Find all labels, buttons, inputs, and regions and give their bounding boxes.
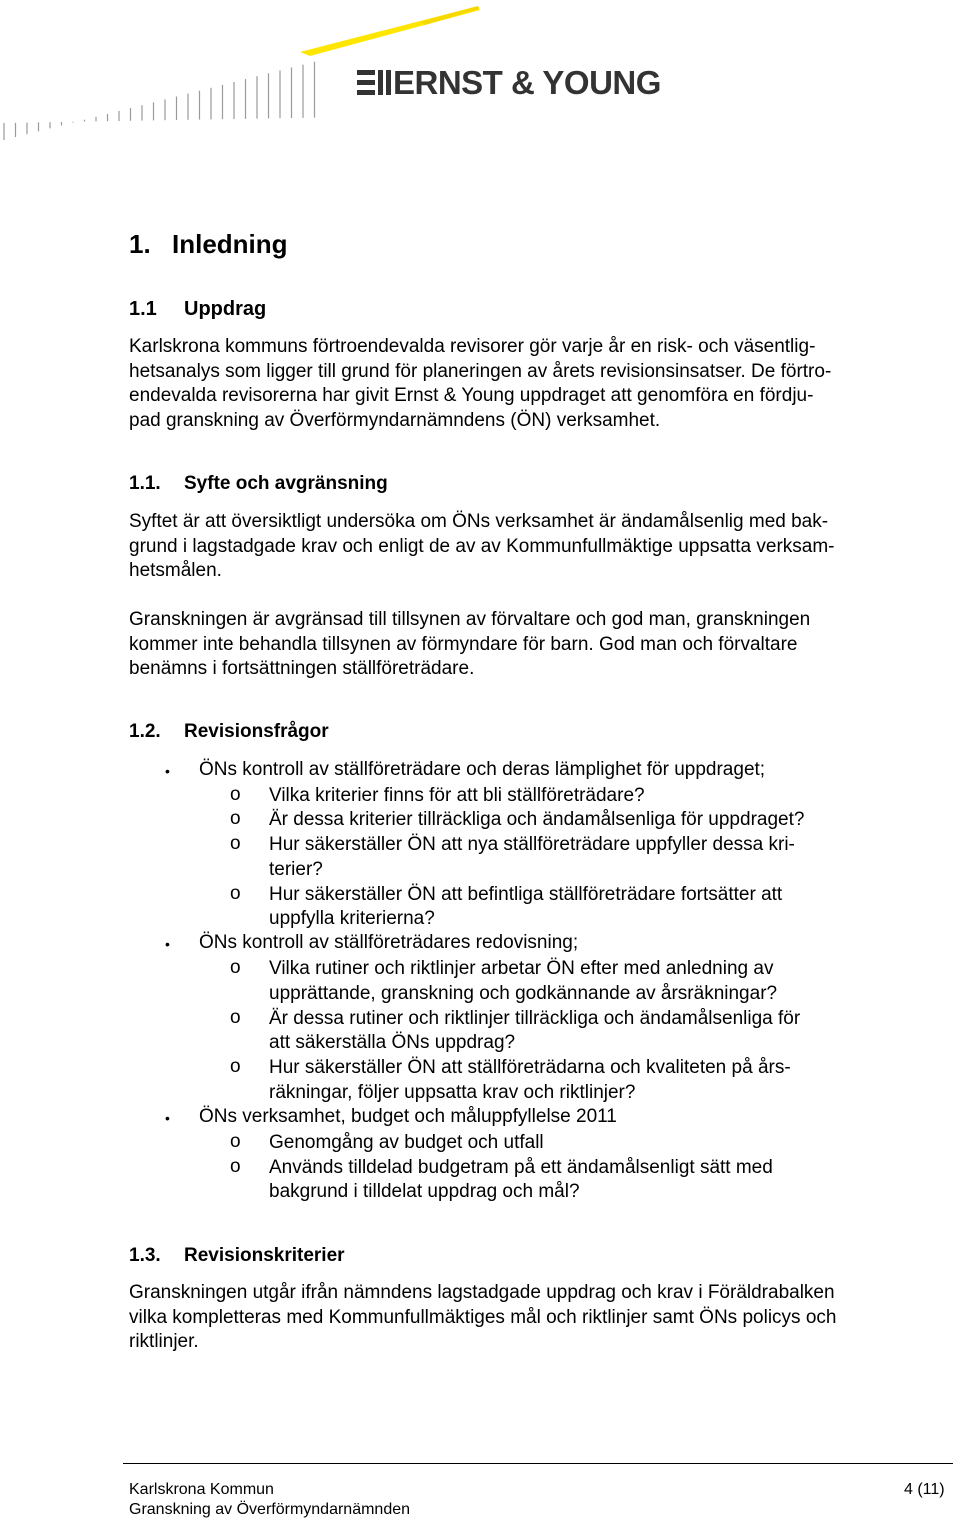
footer-divider xyxy=(123,1463,953,1464)
bullet-icon: • xyxy=(165,936,170,952)
paragraph-syfte xyxy=(129,510,929,584)
sub-list-item-cont: räkningar, följer uppsatta krav och riktlinjer? xyxy=(269,1082,636,1103)
sub-bullet-icon: o xyxy=(230,1007,241,1028)
sub-list-item-cont: upprättande, granskning och godkännande av årsräkningar? xyxy=(269,983,778,1004)
logo-wordmark: ERNST & YOUNG xyxy=(393,64,661,101)
text-line: grund i lagstadgade krav och enligt de av av Kommunfullmäktige uppsatta verksam- xyxy=(129,535,835,557)
sub-list-item: Hur säkerställer ÖN att ställföreträdarna och kvaliteten på års- xyxy=(269,1057,791,1078)
section-title: Uppdrag xyxy=(184,298,267,320)
sub-list-item-cont: terier? xyxy=(269,859,323,880)
section-title: Revisionsfrågor xyxy=(184,721,329,742)
text-line: Syftet är att översiktligt undersöka om ÖNs verksamhet är ändamålsenlig med bak- xyxy=(129,511,829,532)
list-item: ÖNs kontroll av ställföreträdare och deras lämplighet för uppdraget; xyxy=(199,759,766,780)
paragraph-avgransning xyxy=(129,608,929,682)
sub-list-item-cont: att säkerställa ÖNs uppdrag? xyxy=(269,1032,516,1053)
sub-list-item: Hur säkerställer ÖN att nya ställföreträdare uppfyller dessa kri- xyxy=(269,834,795,855)
text-line: hetsanalys som ligger till grund för planeringen av årets revisionsinsatser. De förtro- xyxy=(129,360,832,382)
sub-bullet-icon: o xyxy=(230,833,241,854)
paragraph-uppdrag xyxy=(129,335,929,433)
text-line: benämns i fortsättningen ställföreträdare. xyxy=(129,658,475,680)
footer-org: Karlskrona Kommun xyxy=(129,1481,274,1498)
text-line: vilka kompletteras med Kommunfullmäktiges mål och riktlinjer samt ÖNs policys och xyxy=(129,1306,837,1328)
text-line: pad granskning av Överförmyndarnämndens (ÖN) verksamhet. xyxy=(129,409,661,431)
section-title: Revisionskriterier xyxy=(184,1245,345,1266)
sub-bullet-icon: o xyxy=(230,1156,241,1177)
sub-bullet-icon: o xyxy=(230,1056,241,1077)
sub-bullet-icon: o xyxy=(230,1131,241,1152)
text-line: Karlskrona kommuns förtroendevalda revisorer gör varje år en risk- och väsentlig- xyxy=(129,336,816,357)
text-line: Granskningen är avgränsad till tillsynen av förvaltare och god man, granskningen xyxy=(129,609,811,630)
sub-list-item-cont: uppfylla kriterierna? xyxy=(269,908,435,929)
sub-list-item: Används tilldelad budgetram på ett ändamålsenligt sätt med xyxy=(269,1157,773,1178)
sub-bullet-icon: o xyxy=(230,784,241,805)
sub-list-item: Är dessa kriterier tillräckliga och ändamålsenliga för uppdraget? xyxy=(269,809,805,830)
sub-list-item: Vilka kriterier finns för att bli ställföreträdare? xyxy=(269,785,645,806)
page-title: Inledning xyxy=(172,229,288,259)
list-item: ÖNs kontroll av ställföreträdares redovisning; xyxy=(199,932,579,953)
bullet-icon: • xyxy=(165,1110,170,1126)
text-line: Granskningen utgår ifrån nämndens lagstadgade uppdrag och krav i Föräldrabalken xyxy=(129,1282,835,1303)
text-line: hetsmålen. xyxy=(129,560,222,582)
sub-bullet-icon: o xyxy=(230,808,241,829)
sub-list-item: Vilka rutiner och riktlinjer arbetar ÖN efter med anledning av xyxy=(269,958,774,979)
paragraph-kriterier xyxy=(129,1281,929,1355)
sub-list-item: Är dessa rutiner och riktlinjer tillräckliga och ändamålsenliga för xyxy=(269,1008,801,1029)
text-line: riktlinjer. xyxy=(129,1331,199,1353)
text-line: kommer inte behandla tillsynen av förmyndare för barn. God man och förvaltare xyxy=(129,633,798,655)
footer-subject: Granskning av Överförmyndarnämnden xyxy=(129,1501,411,1518)
section-number: 1.2. xyxy=(129,721,161,742)
sub-list-item: Genomgång av budget och utfall xyxy=(269,1132,544,1153)
section-number: 1.1 xyxy=(129,298,157,320)
section-number: 1.1. xyxy=(129,473,161,494)
list-item: ÖNs verksamhet, budget och måluppfyllelse 2011 xyxy=(199,1106,617,1127)
text-line: endevalda revisorerna har givit Ernst & Young uppdraget att genomföra en fördju- xyxy=(129,385,814,407)
heading-number: 1. xyxy=(129,229,151,259)
section-title: Syfte och avgränsning xyxy=(184,473,388,494)
sub-bullet-icon: o xyxy=(230,883,241,904)
sub-list-item: Hur säkerställer ÖN att befintliga ställföreträdare fortsätter att xyxy=(269,884,783,905)
sub-bullet-icon: o xyxy=(230,957,241,978)
bullet-icon: • xyxy=(165,763,170,779)
sub-list-item-cont: bakgrund i tilldelat uppdrag och mål? xyxy=(269,1181,580,1202)
section-number: 1.3. xyxy=(129,1245,161,1266)
footer-page-number: 4 (11) xyxy=(904,1481,945,1498)
